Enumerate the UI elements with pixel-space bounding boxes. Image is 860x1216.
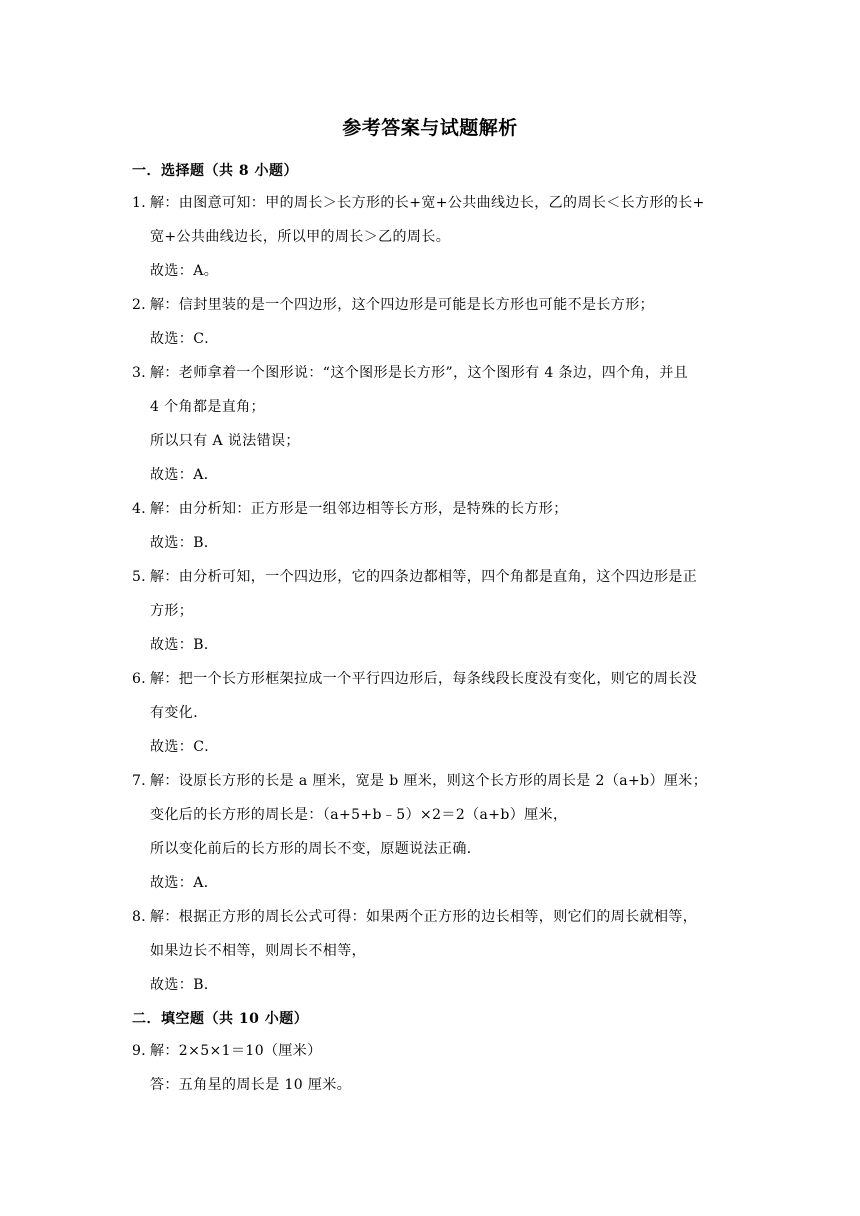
section-heading-choice: 一．选择题（共 8 小题）: [132, 163, 298, 179]
question-7-line: 变化后的长方形的周长是：（a+5+b﹣5）×2＝2（a+b）厘米，: [150, 807, 568, 823]
question-6-answer: 故选：C．: [150, 739, 219, 755]
question-5-answer: 故选：B．: [150, 637, 219, 653]
question-number: 4．: [132, 501, 156, 517]
question-5-line: 5．解：由分析可知，一个四边形，它的四条边都相等，四个角都是直角，这个四边形是正: [132, 566, 697, 586]
question-number: 6．: [132, 671, 156, 687]
question-3-line: 3．解：老师拿着一个图形说：“这个图形是长方形”，这个图形有 4 条边，四个角，并且: [132, 362, 688, 382]
question-8-line: 8．解：根据正方形的周长公式可得：如果两个正方形的边长相等，则它们的周长就相等，: [132, 906, 697, 926]
question-3-line: 4 个角都是直角；: [150, 399, 265, 415]
question-4-answer: 故选：B．: [150, 535, 219, 551]
question-1-answer: 故选：A。: [150, 263, 219, 279]
question-7-line: 所以变化前后的长方形的周长不变，原题说法正确．: [150, 841, 482, 857]
page-title: 参考答案与试题解析: [342, 117, 518, 139]
question-7-answer: 故选：A．: [150, 875, 219, 891]
question-number: 2．: [132, 297, 156, 313]
question-6-line: 有变化．: [150, 705, 208, 721]
question-9-answer: 答：五角星的周长是 10 厘米。: [150, 1077, 352, 1093]
section-heading-fill: 二．填空题（共 10 小题）: [132, 1011, 309, 1027]
question-number: 5．: [132, 569, 156, 585]
question-8-answer: 故选：B．: [150, 977, 219, 993]
question-2-answer: 故选：C．: [150, 331, 219, 347]
question-number: 8．: [132, 909, 156, 925]
question-9-line: 9．解：2×5×1＝10（厘米）: [132, 1040, 322, 1060]
question-2-line: 2．解：信封里装的是一个四边形，这个四边形是可能是长方形也可能不是长方形；: [132, 294, 654, 314]
question-number: 1．: [132, 195, 156, 211]
question-8-line: 如果边长不相等，则周长不相等，: [150, 943, 366, 959]
question-number: 9．: [132, 1043, 156, 1059]
question-6-line: 6．解：把一个长方形框架拉成一个平行四边形后，每条线段长度没有变化，则它的周长没: [132, 668, 697, 688]
question-3-line: 所以只有 A 说法错误；: [150, 433, 300, 449]
question-1-line: 1．解：由图意可知：甲的周长＞长方形的长+宽+公共曲线边长，乙的周长＜长方形的长+: [132, 192, 705, 212]
question-7-line: 7．解：设原长方形的长是 a 厘米，宽是 b 厘米，则这个长方形的周长是 2（a+b）厘米；: [132, 770, 707, 790]
question-4-line: 4．解：由分析知：正方形是一组邻边相等长方形，是特殊的长方形；: [132, 498, 568, 518]
question-number: 3．: [132, 365, 156, 381]
question-5-line: 方形；: [150, 603, 194, 619]
question-1-line: 宽+公共曲线边长，所以甲的周长＞乙的周长。: [150, 229, 451, 245]
question-number: 7．: [132, 773, 156, 789]
question-3-answer: 故选：A．: [150, 467, 219, 483]
